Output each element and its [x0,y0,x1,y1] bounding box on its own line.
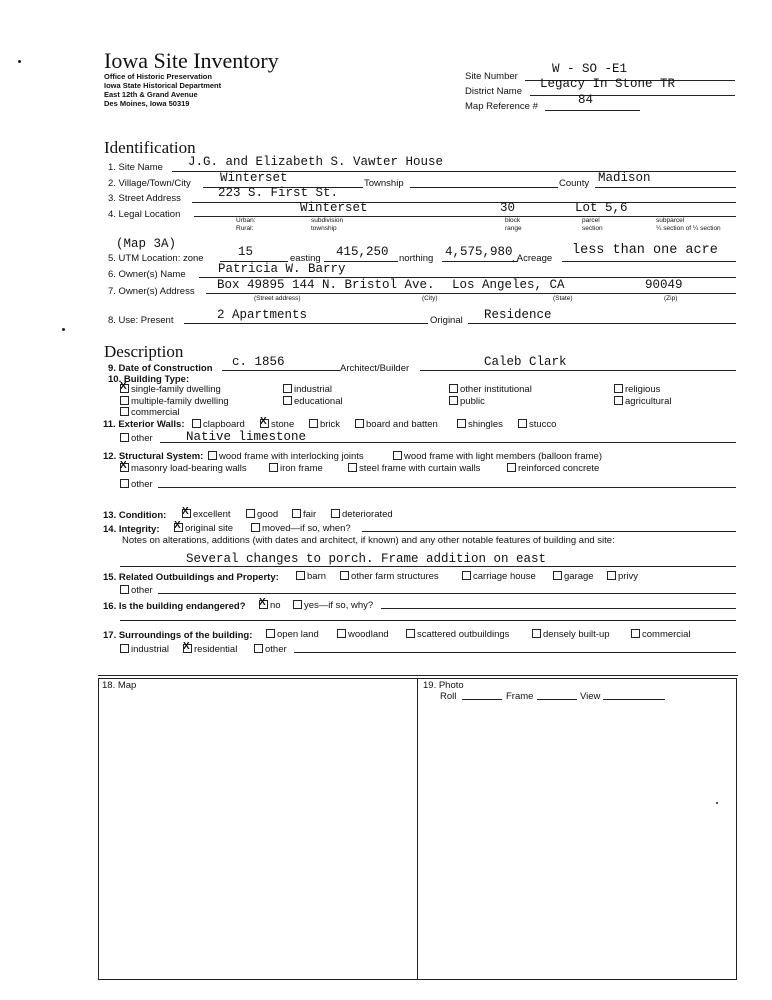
checkbox-icon [331,509,340,518]
form-title: Iowa Site Inventory [104,48,279,73]
legal-subdivision-value: Winterset [300,201,368,215]
site-number-label: Site Number [465,71,518,82]
exterior-walls-label: 11. Exterior Walls: [103,419,185,430]
checkbox-icon [293,600,302,609]
checkbox-checked-icon [174,523,183,532]
bt-religious[interactable]: religious [614,384,660,395]
northing-value: 4,575,980 [445,245,513,259]
county-value: Madison [598,171,651,185]
o-carriage-house[interactable]: carriage house [462,571,536,582]
addr-sub-state: (State) [553,295,573,302]
i-original-site[interactable]: X original site [174,523,233,534]
utm-zone-value: 15 [238,245,254,259]
i-moved[interactable]: moved—if so, when? [251,523,351,534]
legal-parcel-value: Lot 5,6 [575,201,628,215]
o-other[interactable]: other [120,585,153,596]
use-original-value: Residence [484,308,552,322]
map-reference-label: Map Reference # [465,101,538,112]
owner-city-value: Los Angeles, CA [452,278,565,292]
checkbox-icon [120,479,129,488]
su-scattered-outbuildings[interactable]: scattered outbuildings [406,629,509,640]
integrity-label: 14. Integrity: [103,524,160,535]
checkbox-icon [449,384,458,393]
addr-sub-zip: (Zip) [664,295,678,302]
o-barn[interactable]: barn [296,571,326,582]
legal-sub-urban: Urban: [236,217,256,224]
walls-other-value: Native limestone [186,430,307,444]
building-type-label: 10. Building Type: [108,374,190,385]
checkbox-icon [553,571,562,580]
legal-sub-quarter: ¼ section of ¼ section [656,225,721,232]
w-clapboard[interactable]: clapboard [192,419,245,430]
bt-single[interactable]: Xsingle-family dwelling [120,384,221,395]
w-shingles[interactable]: shingles [457,419,503,430]
su-open-land[interactable]: open land [266,629,319,640]
checkbox-icon [355,419,364,428]
s-wood-interlocking[interactable]: wood frame with interlocking joints [208,451,364,462]
su-industrial[interactable]: industrial [120,644,169,655]
legal-location-label: 4. Legal Location [108,209,181,220]
s-reinforced-concrete[interactable]: reinforced concrete [507,463,599,474]
legal-sub-rural: Rural: [236,225,254,232]
bt-multiple[interactable]: multiple-family dwelling [120,396,229,407]
checkbox-icon [449,396,458,405]
street-value: 223 S. First St. [218,186,339,200]
office-line-1: Office of Historic Preservation [104,72,212,81]
checkbox-icon [266,629,275,638]
checkbox-icon [269,463,278,472]
checkbox-checked-icon [182,509,191,518]
architect-value: Caleb Clark [484,355,567,369]
checkbox-icon [120,644,129,653]
checkbox-icon [296,571,305,580]
checkbox-icon [614,384,623,393]
bt-commercial[interactable]: commercial [120,407,180,418]
checkbox-icon [406,629,415,638]
checkbox-icon [532,629,541,638]
legal-sub-range: range [505,225,522,232]
legal-block-value: 30 [500,201,516,215]
owner-zip-value: 90049 [645,278,683,292]
date-construction-value: c. 1856 [232,355,285,369]
checkbox-icon [631,629,640,638]
description-heading: Description [104,342,184,361]
easting-label: easting [290,253,321,264]
checkbox-icon [518,419,527,428]
checkbox-checked-icon [120,463,129,472]
s-wood-light[interactable]: wood frame with light members (balloon frame) [393,451,602,462]
notes-label: Notes on alterations, additions (with dates and architect, if known) and any other notable features of building and site: [122,535,615,546]
su-other[interactable]: other [254,644,287,655]
district-name-value: Legacy In Stone TR [540,77,676,91]
c-excellent[interactable]: X excellent [182,509,231,520]
legal-sub-parcel: parcel [582,217,600,224]
checkbox-icon [462,571,471,580]
surroundings-label: 17. Surroundings of the building: [103,630,253,641]
su-residential[interactable]: X residential [183,644,237,655]
legal-sub-block: block [505,217,521,224]
original-label: Original [430,315,463,326]
o-garage[interactable]: garage [553,571,594,582]
office-line-2: Iowa State Historical Department [104,81,222,90]
bt-industrial[interactable]: industrial [283,384,332,395]
office-line-4: Des Moines, Iowa 50319 [104,99,190,108]
s-masonry[interactable]: Xmasonry load-bearing walls [120,463,247,474]
acreage-label: , Acreage [512,253,553,264]
easting-value: 415,250 [336,245,389,259]
addr-sub-street: (Street address) [254,295,301,302]
site-number-value: W - SO -E1 [552,62,628,76]
photo-label: 19. Photo [423,680,464,691]
o-farm-structures[interactable]: other farm structures [340,571,439,582]
checkbox-icon [283,396,292,405]
office-line-3: East 12th & Grand Avenue [104,90,198,99]
su-commercial[interactable]: commercial [631,629,691,640]
map-box[interactable] [98,678,418,980]
map-label: 18. Map [102,680,137,691]
checkbox-checked-icon [259,600,268,609]
street-label: 3. Street Address [108,193,181,204]
architect-label: Architect/Builder [340,363,410,374]
checkbox-icon [246,509,255,518]
outbuildings-label: 15. Related Outbuildings and Property: [103,572,279,583]
checkbox-checked-icon [260,419,269,428]
owner-street-value: Box 49895 144 N. Bristol Ave. [217,278,435,292]
condition-label: 13. Condition: [103,510,167,521]
legal-sub-subdivision: subdivision [311,217,344,224]
roll-label: Roll [440,691,457,702]
district-name-label: District Name [465,86,523,97]
village-value: Winterset [220,171,288,185]
e-yes[interactable]: yes—if so, why? [293,600,373,611]
checkbox-icon [120,433,129,442]
site-name-label: 1. Site Name [108,162,163,173]
checkbox-icon [607,571,616,580]
endangered-label: 16. Is the building endangered? [103,601,246,612]
view-label: View [580,691,601,702]
checkbox-icon [457,419,466,428]
site-name-value: J.G. and Elizabeth S. Vawter House [188,155,444,169]
photo-box[interactable] [417,678,737,980]
map-note: (Map 3A) [116,237,177,251]
s-iron-frame[interactable]: iron frame [269,463,323,474]
legal-sub-township: township [311,225,337,232]
date-construction-label: 9. Date of Construction [108,363,213,374]
legal-sub-section: section [582,225,603,232]
bt-public[interactable]: public [449,396,485,407]
use-present-value: 2 Apartments [217,308,308,322]
c-deteriorated[interactable]: deteriorated [331,509,393,520]
su-woodland[interactable]: woodland [337,629,389,640]
utm-label: 5. UTM Location: zone [108,253,204,264]
map-reference-value: 84 [578,93,594,107]
frame-label: Frame [506,691,534,702]
use-label: 8. Use: Present [108,315,174,326]
w-other[interactable]: other [120,433,153,444]
checkbox-icon [208,451,217,460]
checkbox-icon [283,384,292,393]
acreage-value: less than one acre [572,243,718,258]
township-label: Township [364,178,404,189]
w-board-batten[interactable]: board and batten [355,419,438,430]
addr-sub-city: (City) [422,295,438,302]
checkbox-icon [120,585,129,594]
structural-system-label: 12. Structural System: [103,451,204,462]
s-steel-frame[interactable]: steel frame with curtain walls [348,463,480,474]
northing-label: northing [399,253,434,264]
w-brick[interactable]: brick [309,419,340,430]
w-stone[interactable]: X stone [260,419,294,430]
checkbox-icon [614,396,623,405]
c-good[interactable]: good [246,509,278,520]
c-fair[interactable]: fair [292,509,316,520]
checkbox-icon [393,451,402,460]
bt-agricultural[interactable]: agricultural [614,396,671,407]
bt-other-institutional[interactable]: other institutional [449,384,532,395]
checkbox-icon [292,509,301,518]
checkbox-icon [348,463,357,472]
notes-value: Several changes to porch. Frame addition on east [186,552,547,566]
checkbox-icon [340,571,349,580]
legal-sub-subparcel: subparcel [656,217,685,224]
su-densely-built-up[interactable]: densely built-up [532,629,610,640]
village-label: 2. Village/Town/City [108,178,191,189]
checkbox-icon [120,396,129,405]
checkbox-icon [192,419,201,428]
bt-educational[interactable]: educational [283,396,343,407]
checkbox-icon [254,644,263,653]
checkbox-icon [120,407,129,416]
owner-address-label: 7. Owner(s) Address [108,286,195,297]
checkbox-icon [337,629,346,638]
checkbox-checked-icon [120,384,129,393]
checkbox-icon [507,463,516,472]
owner-name-label: 6. Owner(s) Name [108,269,186,280]
s-other[interactable]: other [120,479,153,490]
checkbox-checked-icon [183,644,192,653]
w-stucco[interactable]: stucco [518,419,556,430]
checkbox-icon [251,523,260,532]
checkbox-icon [309,419,318,428]
o-privy[interactable]: privy [607,571,638,582]
county-label: County [559,178,590,189]
owner-name-value: Patricia W. Barry [218,262,346,276]
identification-heading: Identification [104,138,196,157]
e-no[interactable]: X no [259,600,281,611]
